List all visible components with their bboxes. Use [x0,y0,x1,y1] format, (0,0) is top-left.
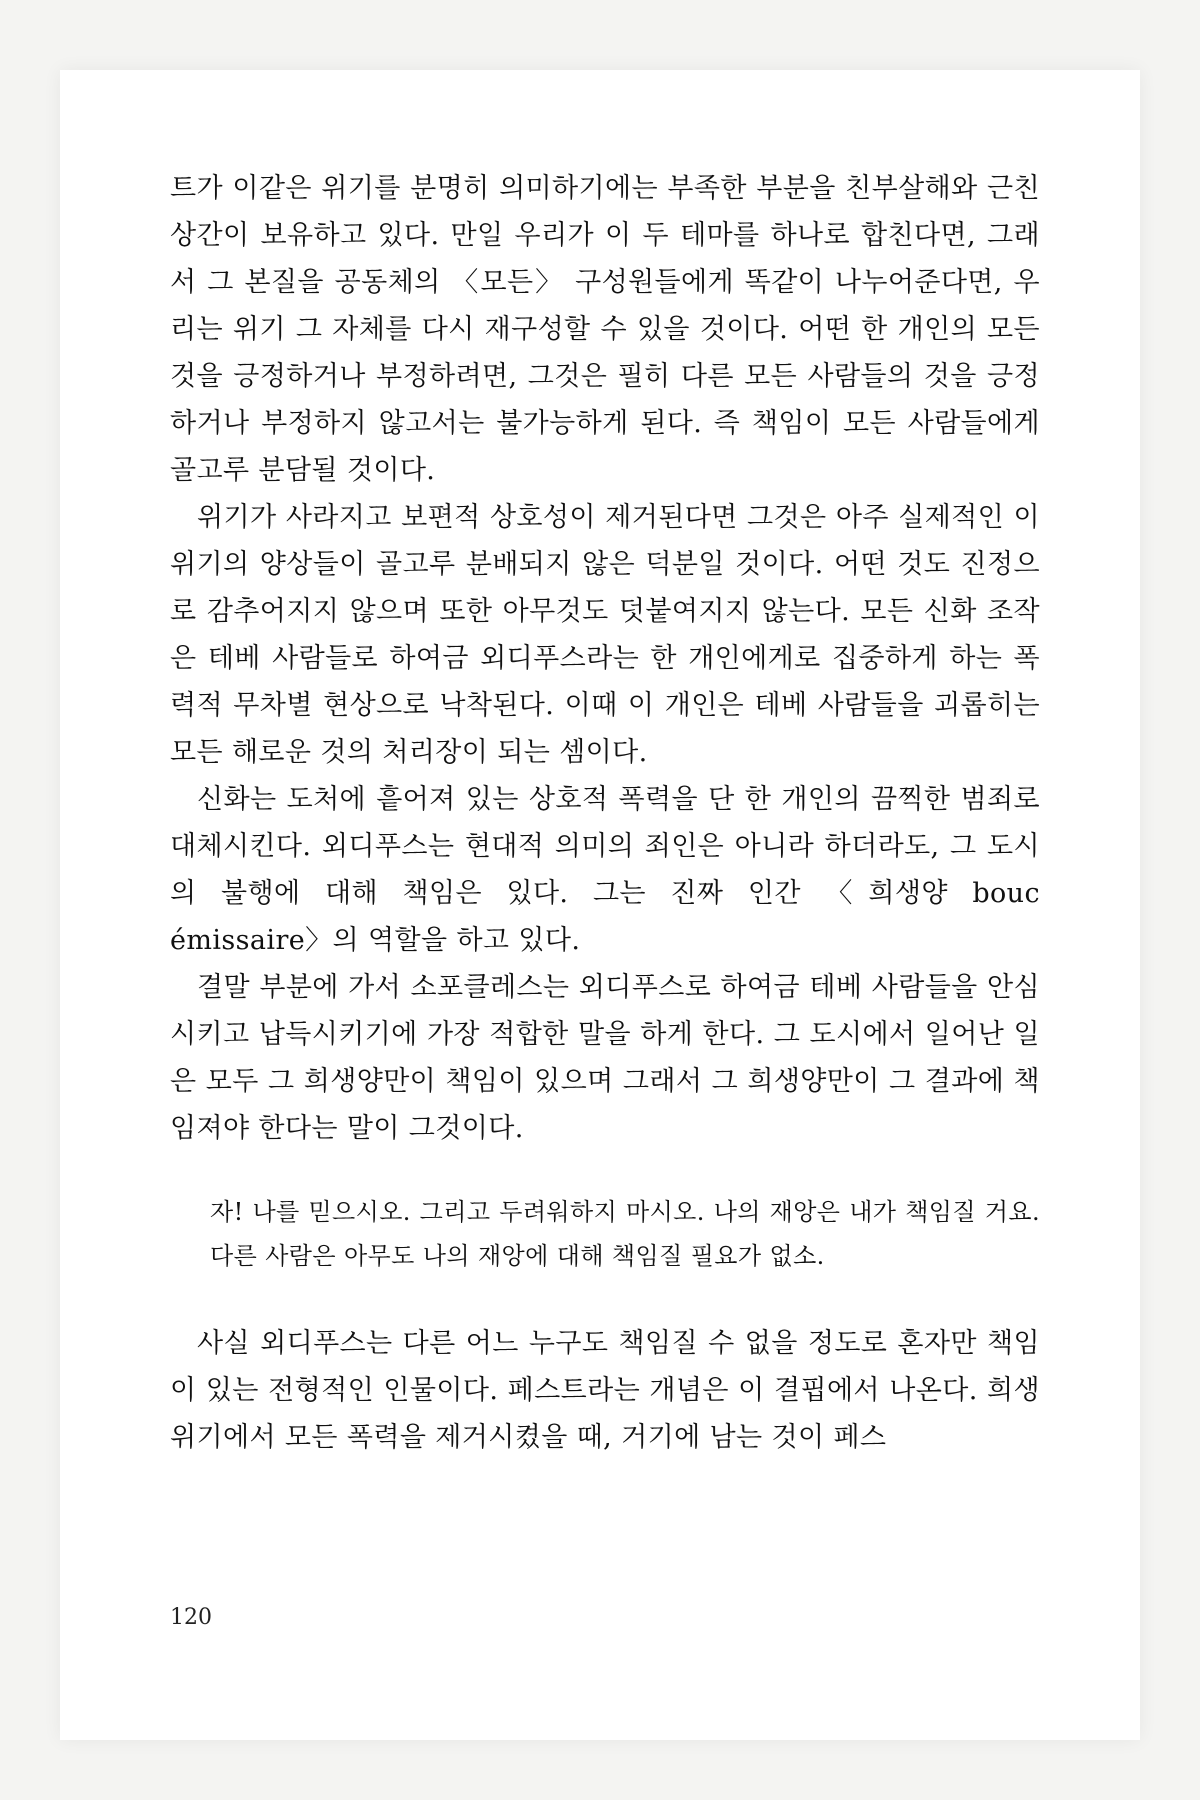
paragraph: 위기가 사라지고 보편적 상호성이 제거된다면 그것은 아주 실제적인 이 위기의 양상들이 골고루 분배되지 않은 덕분일 것이다. 어떤 것도 진정으로 감추어지지 않으며 또한 아무것도 덧붙여지지 않는다. 모든 신화 조작은 테베 사람들로 하여금 외디푸스라는 한 개인에게로 집중하게 하는 폭력적 무차별 현상으로 낙착된다. 이때 이 개인은 테베 사람들을 괴롭히는 모든 해로운 것의 처리장이 되는 셈이다. [170,502,1040,768]
paragraph: 사실 외디푸스는 다른 어느 누구도 책임질 수 없을 정도로 혼자만 책임이 있는 전형적인 인물이다. 페스트라는 개념은 이 결핍에서 나온다. 희생위기에서 모든 폭력을 제거시켰을 때, 거기에 남는 것이 페스 [170,1328,1040,1453]
paragraph: 결말 부분에 가서 소포클레스는 외디푸스로 하여금 테베 사람들을 안심시키고 납득시키기에 가장 적합한 말을 하게 한다. 그 도시에서 일어난 일은 모두 그 희생양만이 책임이 있으며 그래서 그 희생양만이 그 결과에 책임져야 한다는 말이 그것이다. [170,972,1040,1144]
book-page [60,70,1140,1740]
body-text [170,165,1040,1461]
paragraph: 트가 이같은 위기를 분명히 의미하기에는 부족한 부분을 친부살해와 근친상간이 보유하고 있다. 만일 우리가 이 두 테마를 하나로 합친다면, 그래서 그 본질을 공동체의 〈모든〉 구성원들에게 똑같이 나누어준다면, 우리는 위기 그 자체를 다시 재구성할 수 있을 것이다. 어떤 한 개인의 모든 것을 긍정하거나 부정하려면, 그것은 필히 다른 모든 사람들의 것을 긍정하거나 부정하지 않고서는 불가능하게 된다. 즉 책임이 모든 사람들에게 골고루 분담될 것이다. [170,173,1040,486]
block-quote: 자! 나를 믿으시오. 그리고 두려워하지 마시오. 나의 재앙은 내가 책임질 거요. 다른 사람은 아무도 나의 재앙에 대해 책임질 필요가 없소. [210,1198,1040,1270]
page-number: 120 [170,1605,212,1630]
paragraph: 신화는 도처에 흩어져 있는 상호적 폭력을 단 한 개인의 끔찍한 범죄로 대체시킨다. 외디푸스는 현대적 의미의 죄인은 아니라 하더라도, 그 도시의 불행에 대해 책임은 있다. 그는 진짜 인간 〈희생양 bouc émissaire〉의 역할을 하고 있다. [170,784,1040,956]
